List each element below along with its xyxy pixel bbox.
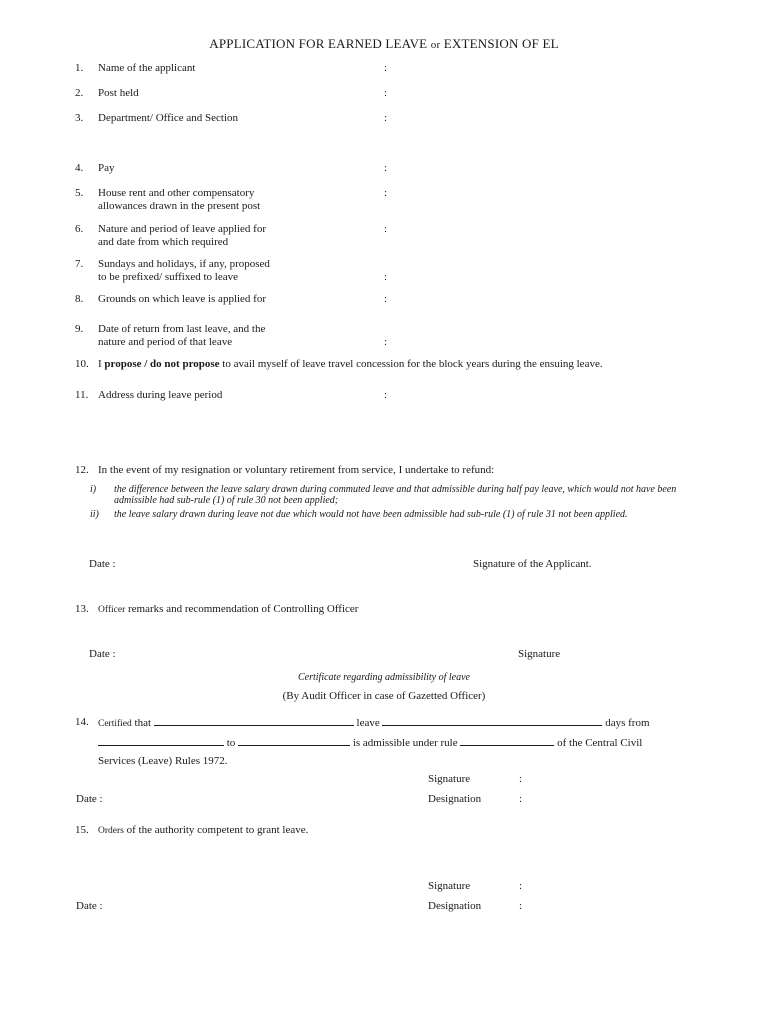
item-15-text: Orders of the authority competent to grant leave.: [98, 824, 309, 836]
item-9-colon: :: [384, 336, 388, 348]
item-11-colon: :: [384, 389, 388, 401]
item-14-line-3: Services (Leave) Rules 1972.: [98, 755, 228, 767]
title-rest: EXTENSION OF EL: [443, 36, 559, 51]
item-7-label: Sundays and holidays, if any, proposed to be prefixed/ suffixed to leave: [98, 258, 270, 283]
authority-date-label: Date :: [76, 900, 103, 912]
item-6-number: 6.: [75, 223, 84, 235]
item-3-colon: :: [384, 112, 388, 124]
rule-number-blank[interactable]: [460, 736, 554, 746]
item-7-number: 7.: [75, 258, 84, 270]
authority-signature-colon: :: [519, 880, 523, 892]
audit-signature-colon: :: [519, 773, 523, 785]
certificate-heading: Certificate regarding admissibility of leave: [297, 672, 470, 683]
item-12-sub-2-roman: ii): [90, 509, 99, 520]
item-6-label: Nature and period of leave applied for and date from which required: [98, 223, 266, 248]
item-2-label: Post held: [98, 87, 139, 99]
item-1-label: Name of the applicant: [98, 62, 196, 74]
applicant-signature-label: Signature of the Applicant.: [473, 558, 592, 570]
item-2-number: 2.: [75, 87, 84, 99]
authority-designation-label: Designation: [428, 900, 482, 912]
controlling-date-label: Date :: [89, 648, 116, 660]
item-9-label: Date of return from last leave, and the nature and period of that leave: [98, 323, 266, 348]
days-count-blank[interactable]: [382, 716, 602, 726]
item-10-text: I propose / do not propose to avail myself of leave travel concession for the block years during the ensuing leave.: [98, 358, 603, 370]
title-or: or: [430, 39, 441, 51]
item-8-colon: :: [384, 293, 388, 305]
title-main: APPLICATION FOR EARNED LEAVE: [209, 36, 428, 51]
item-13-number: 13.: [75, 603, 89, 615]
item-5-number: 5.: [75, 187, 84, 199]
item-14-line-2: to is admissible under rule of the Central Civil: [98, 736, 642, 750]
item-3-label: Department/ Office and Section: [98, 112, 238, 124]
from-date-blank[interactable]: [98, 736, 224, 746]
item-11-label: Address during leave period: [98, 389, 223, 401]
item-5-label: House rent and other compensatory allowances drawn in the present post: [98, 187, 261, 212]
audit-signature-label: Signature: [428, 773, 471, 785]
authority-signature-label: Signature: [428, 880, 471, 892]
to-date-blank[interactable]: [238, 736, 350, 746]
controlling-signature-label: Signature: [518, 648, 561, 660]
item-10-number: 10.: [75, 358, 89, 370]
item-6-colon: :: [384, 223, 388, 235]
item-3-number: 3.: [75, 112, 84, 124]
item-7-colon: :: [384, 271, 388, 283]
item-5-colon: :: [384, 187, 388, 199]
item-11-number: 11.: [75, 389, 89, 401]
item-12-text: In the event of my resignation or voluntary retirement from service, I undertake to refund:: [98, 464, 495, 476]
item-1-number: 1.: [75, 62, 84, 74]
form-title: [0, 36, 768, 52]
item-9-number: 9.: [75, 323, 84, 335]
item-14-number: 14.: [75, 716, 89, 728]
item-1-colon: :: [384, 62, 388, 74]
item-12-number: 12.: [75, 464, 89, 476]
propose-choice: propose / do not propose: [104, 358, 220, 370]
certificate-subheading: (By Audit Officer in case of Gazetted Officer): [282, 690, 486, 702]
audit-designation-label: Designation: [428, 793, 482, 805]
item-13-text: Officer remarks and recommendation of Controlling Officer: [98, 603, 359, 615]
item-12-sub-2-text: the leave salary drawn during leave not due which would not have been admissible had sub-rule (1) of rule 31 not been applied.: [114, 509, 628, 520]
audit-date-label: Date :: [76, 793, 103, 805]
authority-designation-colon: :: [519, 900, 523, 912]
item-8-number: 8.: [75, 293, 84, 305]
leave-type-blank[interactable]: [154, 716, 354, 726]
item-4-label: Pay: [98, 162, 115, 174]
applicant-date-label: Date :: [89, 558, 116, 570]
item-12-sub-1-roman: i): [90, 484, 97, 495]
item-2-colon: :: [384, 87, 388, 99]
item-14-line-1: Certified that leave days from: [98, 717, 650, 729]
item-8-label: Grounds on which leave is applied for: [98, 293, 267, 305]
item-15-number: 15.: [75, 824, 89, 836]
item-4-number: 4.: [75, 162, 84, 174]
item-4-colon: :: [384, 162, 388, 174]
audit-designation-colon: :: [519, 793, 523, 805]
item-12-sub-1-text: the difference between the leave salary drawn during commuted leave and that admissible during half pay leave, which would not have been admissible had sub-rule (1) of rule 30 not been applied;: [114, 484, 677, 506]
